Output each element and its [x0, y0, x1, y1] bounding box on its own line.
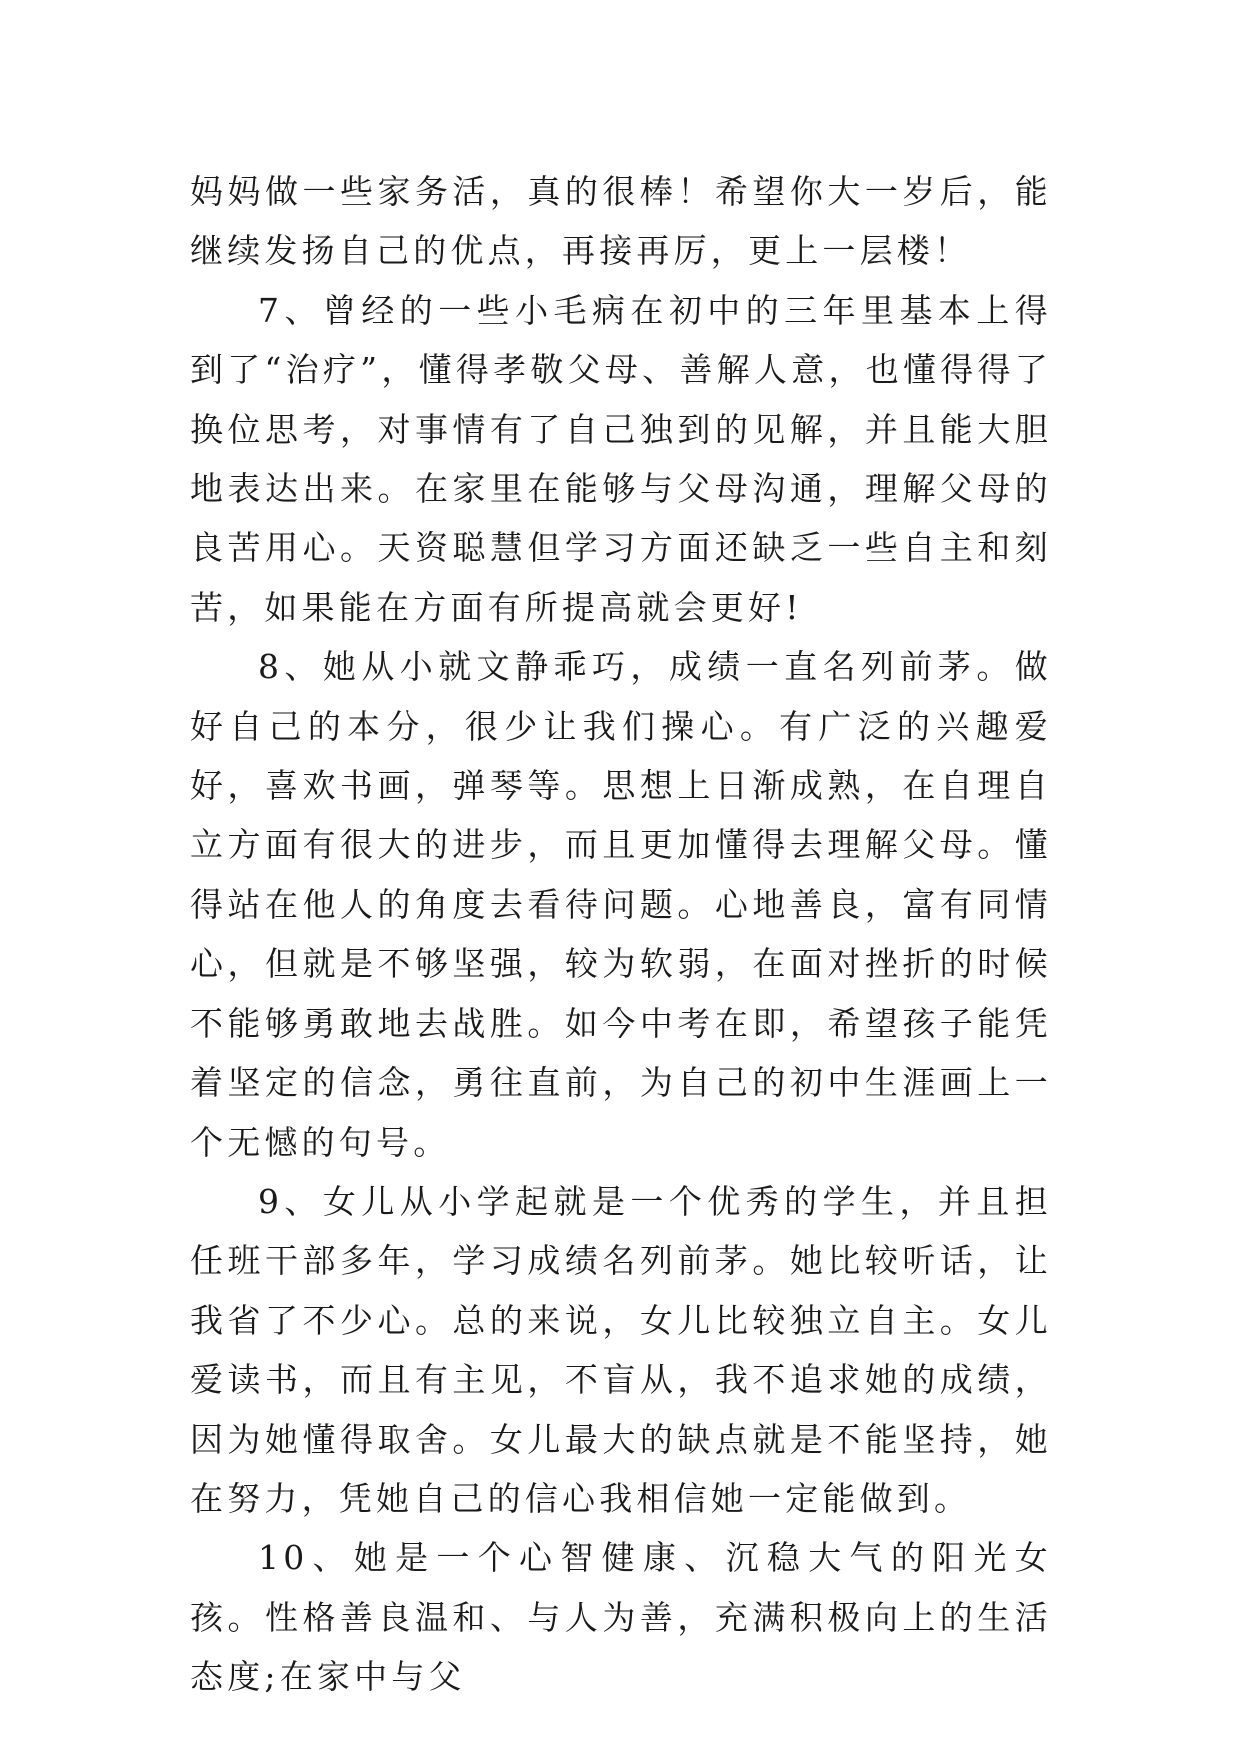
paragraph-8: 8、她从小就文静乖巧，成绩一直名列前茅。做好自己的本分，很少让我们操心。有广泛的兴趣爱好，喜欢书画，弹琴等。思想上日渐成熟，在自理自立方面有很大的进步，而且更加懂得去理解父母。懂得站在他人的角度去看待问题。心地善良，富有同情心，但就是不够坚强，较为软弱，在面对挫折的时候不能够勇敢地去战胜。如今中考在即，希望孩子能凭着坚定的信念，勇往直前，为自己的初中生涯画上一个无憾的句号。 [190, 647, 1052, 1162]
paragraph-10: 10、她是一个心智健康、沉稳大气的阳光女孩。性格善良温和、与人为善，充满积极向上的生活态度;在家中与父 [190, 1538, 1052, 1697]
paragraph-continued: 妈妈做一些家务活，真的很棒！希望你大一岁后，能继续发扬自己的优点，再接再厉，更上一层楼！ [190, 172, 1052, 271]
document-body [190, 162, 1052, 1707]
paragraph-7: 7、曾经的一些小毛病在初中的三年里基本上得到了“治疗”，懂得孝敬父母、善解人意，也懂得得了换位思考，对事情有了自己独到的见解，并且能大胆地表达出来。在家里在能够与父母沟通，理解父母的良苦用心。天资聪慧但学习方面还缺乏一些自主和刻苦，如果能在方面有所提高就会更好! [190, 290, 1052, 627]
paragraph-9: 9、女儿从小学起就是一个优秀的学生，并且担任班干部多年，学习成绩名列前茅。她比较听话，让我省了不少心。总的来说，女儿比较独立自主。女儿爱读书，而且有主见，不盲从，我不追求她的成绩，因为她懂得取舍。女儿最大的缺点就是不能坚持，她在努力，凭她自己的信心我相信她一定能做到。 [190, 1181, 1052, 1518]
